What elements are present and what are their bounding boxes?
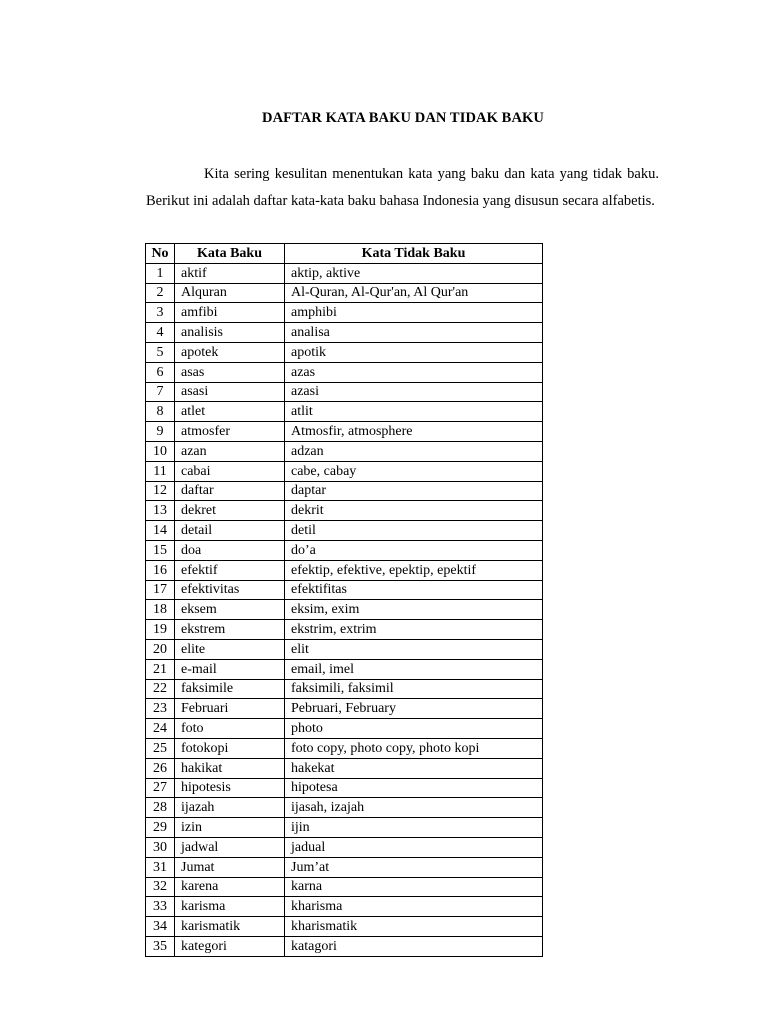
kata-tidak-baku-cell: dekrit: [285, 501, 543, 521]
table-row: [146, 521, 543, 541]
kata-baku-cell: atmosfer: [175, 422, 285, 442]
intro-paragraph: Kita sering kesulitan menentukan kata yang baku dan kata yang tidak baku. Berikut ini adalah daftar kata-kata baku bahasa Indonesia yang disusun secara alfabetis.: [146, 166, 659, 209]
kata-tidak-baku-cell: faksimili, faksimil: [285, 679, 543, 699]
kata-tidak-baku-cell: Jum’at: [285, 857, 543, 877]
kata-tidak-baku-cell: kharismatik: [285, 917, 543, 937]
kata-baku-cell: Alquran: [175, 283, 285, 303]
table-row: [146, 402, 543, 422]
kata-baku-cell: dekret: [175, 501, 285, 521]
kata-baku-cell: asas: [175, 362, 285, 382]
row-number: 15: [146, 540, 175, 560]
kata-baku-cell: izin: [175, 818, 285, 838]
table-row: [146, 580, 543, 600]
kata-baku-cell: kategori: [175, 936, 285, 956]
kata-tidak-baku-cell: photo: [285, 719, 543, 739]
header-no: No: [146, 244, 175, 264]
kata-tidak-baku-cell: do’a: [285, 540, 543, 560]
table-row: [146, 362, 543, 382]
kata-baku-cell: foto: [175, 719, 285, 739]
kata-tidak-baku-cell: amphibi: [285, 303, 543, 323]
row-number: 35: [146, 936, 175, 956]
kata-baku-cell: efektivitas: [175, 580, 285, 600]
table-row: [146, 897, 543, 917]
table-row: [146, 936, 543, 956]
table-header-row: [146, 244, 543, 264]
kata-baku-cell: hipotesis: [175, 778, 285, 798]
kata-tidak-baku-cell: foto copy, photo copy, photo kopi: [285, 738, 543, 758]
row-number: 8: [146, 402, 175, 422]
kata-baku-cell: doa: [175, 540, 285, 560]
row-number: 19: [146, 620, 175, 640]
row-number: 27: [146, 778, 175, 798]
table-row: [146, 798, 543, 818]
row-number: 9: [146, 422, 175, 442]
kata-tidak-baku-cell: atlit: [285, 402, 543, 422]
kata-tidak-baku-cell: efektifitas: [285, 580, 543, 600]
kata-baku-cell: e-mail: [175, 659, 285, 679]
kata-tidak-baku-cell: azas: [285, 362, 543, 382]
row-number: 14: [146, 521, 175, 541]
kata-baku-cell: asasi: [175, 382, 285, 402]
kata-baku-cell: hakikat: [175, 758, 285, 778]
kata-tidak-baku-cell: daptar: [285, 481, 543, 501]
kata-tidak-baku-cell: adzan: [285, 441, 543, 461]
table-row: [146, 540, 543, 560]
kata-tidak-baku-cell: detil: [285, 521, 543, 541]
row-number: 26: [146, 758, 175, 778]
kata-tidak-baku-cell: eksim, exim: [285, 600, 543, 620]
table-row: [146, 422, 543, 442]
table-row: [146, 501, 543, 521]
table-row: [146, 758, 543, 778]
word-table: [145, 243, 543, 957]
row-number: 29: [146, 818, 175, 838]
header-kata-baku: Kata Baku: [175, 244, 285, 264]
table-row: [146, 639, 543, 659]
table-row: [146, 283, 543, 303]
table-row: [146, 560, 543, 580]
header-kata-tidak-baku: Kata Tidak Baku: [285, 244, 543, 264]
kata-tidak-baku-cell: aktip, aktive: [285, 263, 543, 283]
kata-tidak-baku-cell: jadual: [285, 837, 543, 857]
table-row: [146, 877, 543, 897]
table-row: [146, 263, 543, 283]
table-row: [146, 857, 543, 877]
kata-tidak-baku-cell: kharisma: [285, 897, 543, 917]
table-row: [146, 481, 543, 501]
row-number: 20: [146, 639, 175, 659]
row-number: 23: [146, 699, 175, 719]
row-number: 12: [146, 481, 175, 501]
table-row: [146, 659, 543, 679]
kata-tidak-baku-cell: Atmosfir, atmosphere: [285, 422, 543, 442]
kata-tidak-baku-cell: ijasah, izajah: [285, 798, 543, 818]
row-number: 10: [146, 441, 175, 461]
table-row: [146, 303, 543, 323]
kata-tidak-baku-cell: hipotesa: [285, 778, 543, 798]
table-header: [146, 244, 543, 264]
table-row: [146, 323, 543, 343]
kata-baku-cell: eksem: [175, 600, 285, 620]
kata-tidak-baku-cell: katagori: [285, 936, 543, 956]
row-number: 32: [146, 877, 175, 897]
kata-baku-cell: apotek: [175, 342, 285, 362]
kata-baku-cell: karena: [175, 877, 285, 897]
kata-baku-cell: jadwal: [175, 837, 285, 857]
kata-tidak-baku-cell: efektip, efektive, epektip, epektif: [285, 560, 543, 580]
row-number: 31: [146, 857, 175, 877]
kata-baku-cell: ijazah: [175, 798, 285, 818]
kata-baku-cell: Februari: [175, 699, 285, 719]
row-number: 3: [146, 303, 175, 323]
row-number: 16: [146, 560, 175, 580]
table-row: [146, 917, 543, 937]
row-number: 18: [146, 600, 175, 620]
table-row: [146, 600, 543, 620]
row-number: 6: [146, 362, 175, 382]
kata-tidak-baku-cell: ekstrim, extrim: [285, 620, 543, 640]
kata-baku-cell: aktif: [175, 263, 285, 283]
table-row: [146, 382, 543, 402]
table-row: [146, 679, 543, 699]
kata-baku-cell: efektif: [175, 560, 285, 580]
row-number: 4: [146, 323, 175, 343]
table-row: [146, 837, 543, 857]
kata-baku-cell: fotokopi: [175, 738, 285, 758]
kata-tidak-baku-cell: analisa: [285, 323, 543, 343]
table-row: [146, 738, 543, 758]
table-row: [146, 818, 543, 838]
row-number: 25: [146, 738, 175, 758]
row-number: 33: [146, 897, 175, 917]
kata-baku-cell: azan: [175, 441, 285, 461]
kata-baku-cell: ekstrem: [175, 620, 285, 640]
kata-tidak-baku-cell: Al-Quran, Al-Qur'an, Al Qur'an: [285, 283, 543, 303]
kata-baku-cell: atlet: [175, 402, 285, 422]
kata-tidak-baku-cell: Pebruari, February: [285, 699, 543, 719]
kata-baku-cell: Jumat: [175, 857, 285, 877]
kata-baku-cell: analisis: [175, 323, 285, 343]
kata-tidak-baku-cell: ijin: [285, 818, 543, 838]
kata-baku-cell: amfibi: [175, 303, 285, 323]
row-number: 34: [146, 917, 175, 937]
row-number: 17: [146, 580, 175, 600]
kata-tidak-baku-cell: elit: [285, 639, 543, 659]
row-number: 13: [146, 501, 175, 521]
kata-tidak-baku-cell: hakekat: [285, 758, 543, 778]
kata-tidak-baku-cell: cabe, cabay: [285, 461, 543, 481]
kata-baku-cell: detail: [175, 521, 285, 541]
table-row: [146, 719, 543, 739]
kata-baku-cell: daftar: [175, 481, 285, 501]
table-row: [146, 699, 543, 719]
kata-baku-cell: karismatik: [175, 917, 285, 937]
row-number: 7: [146, 382, 175, 402]
table-body: [146, 263, 543, 956]
row-number: 11: [146, 461, 175, 481]
kata-baku-cell: cabai: [175, 461, 285, 481]
document-title: DAFTAR KATA BAKU DAN TIDAK BAKU: [262, 110, 544, 126]
kata-tidak-baku-cell: email, imel: [285, 659, 543, 679]
kata-tidak-baku-cell: apotik: [285, 342, 543, 362]
table-row: [146, 778, 543, 798]
table-row: [146, 441, 543, 461]
table-row: [146, 342, 543, 362]
row-number: 22: [146, 679, 175, 699]
row-number: 5: [146, 342, 175, 362]
row-number: 1: [146, 263, 175, 283]
table-row: [146, 461, 543, 481]
kata-baku-cell: faksimile: [175, 679, 285, 699]
kata-tidak-baku-cell: karna: [285, 877, 543, 897]
table-row: [146, 620, 543, 640]
kata-tidak-baku-cell: azasi: [285, 382, 543, 402]
row-number: 28: [146, 798, 175, 818]
row-number: 24: [146, 719, 175, 739]
kata-baku-cell: elite: [175, 639, 285, 659]
row-number: 21: [146, 659, 175, 679]
row-number: 30: [146, 837, 175, 857]
kata-baku-cell: karisma: [175, 897, 285, 917]
row-number: 2: [146, 283, 175, 303]
